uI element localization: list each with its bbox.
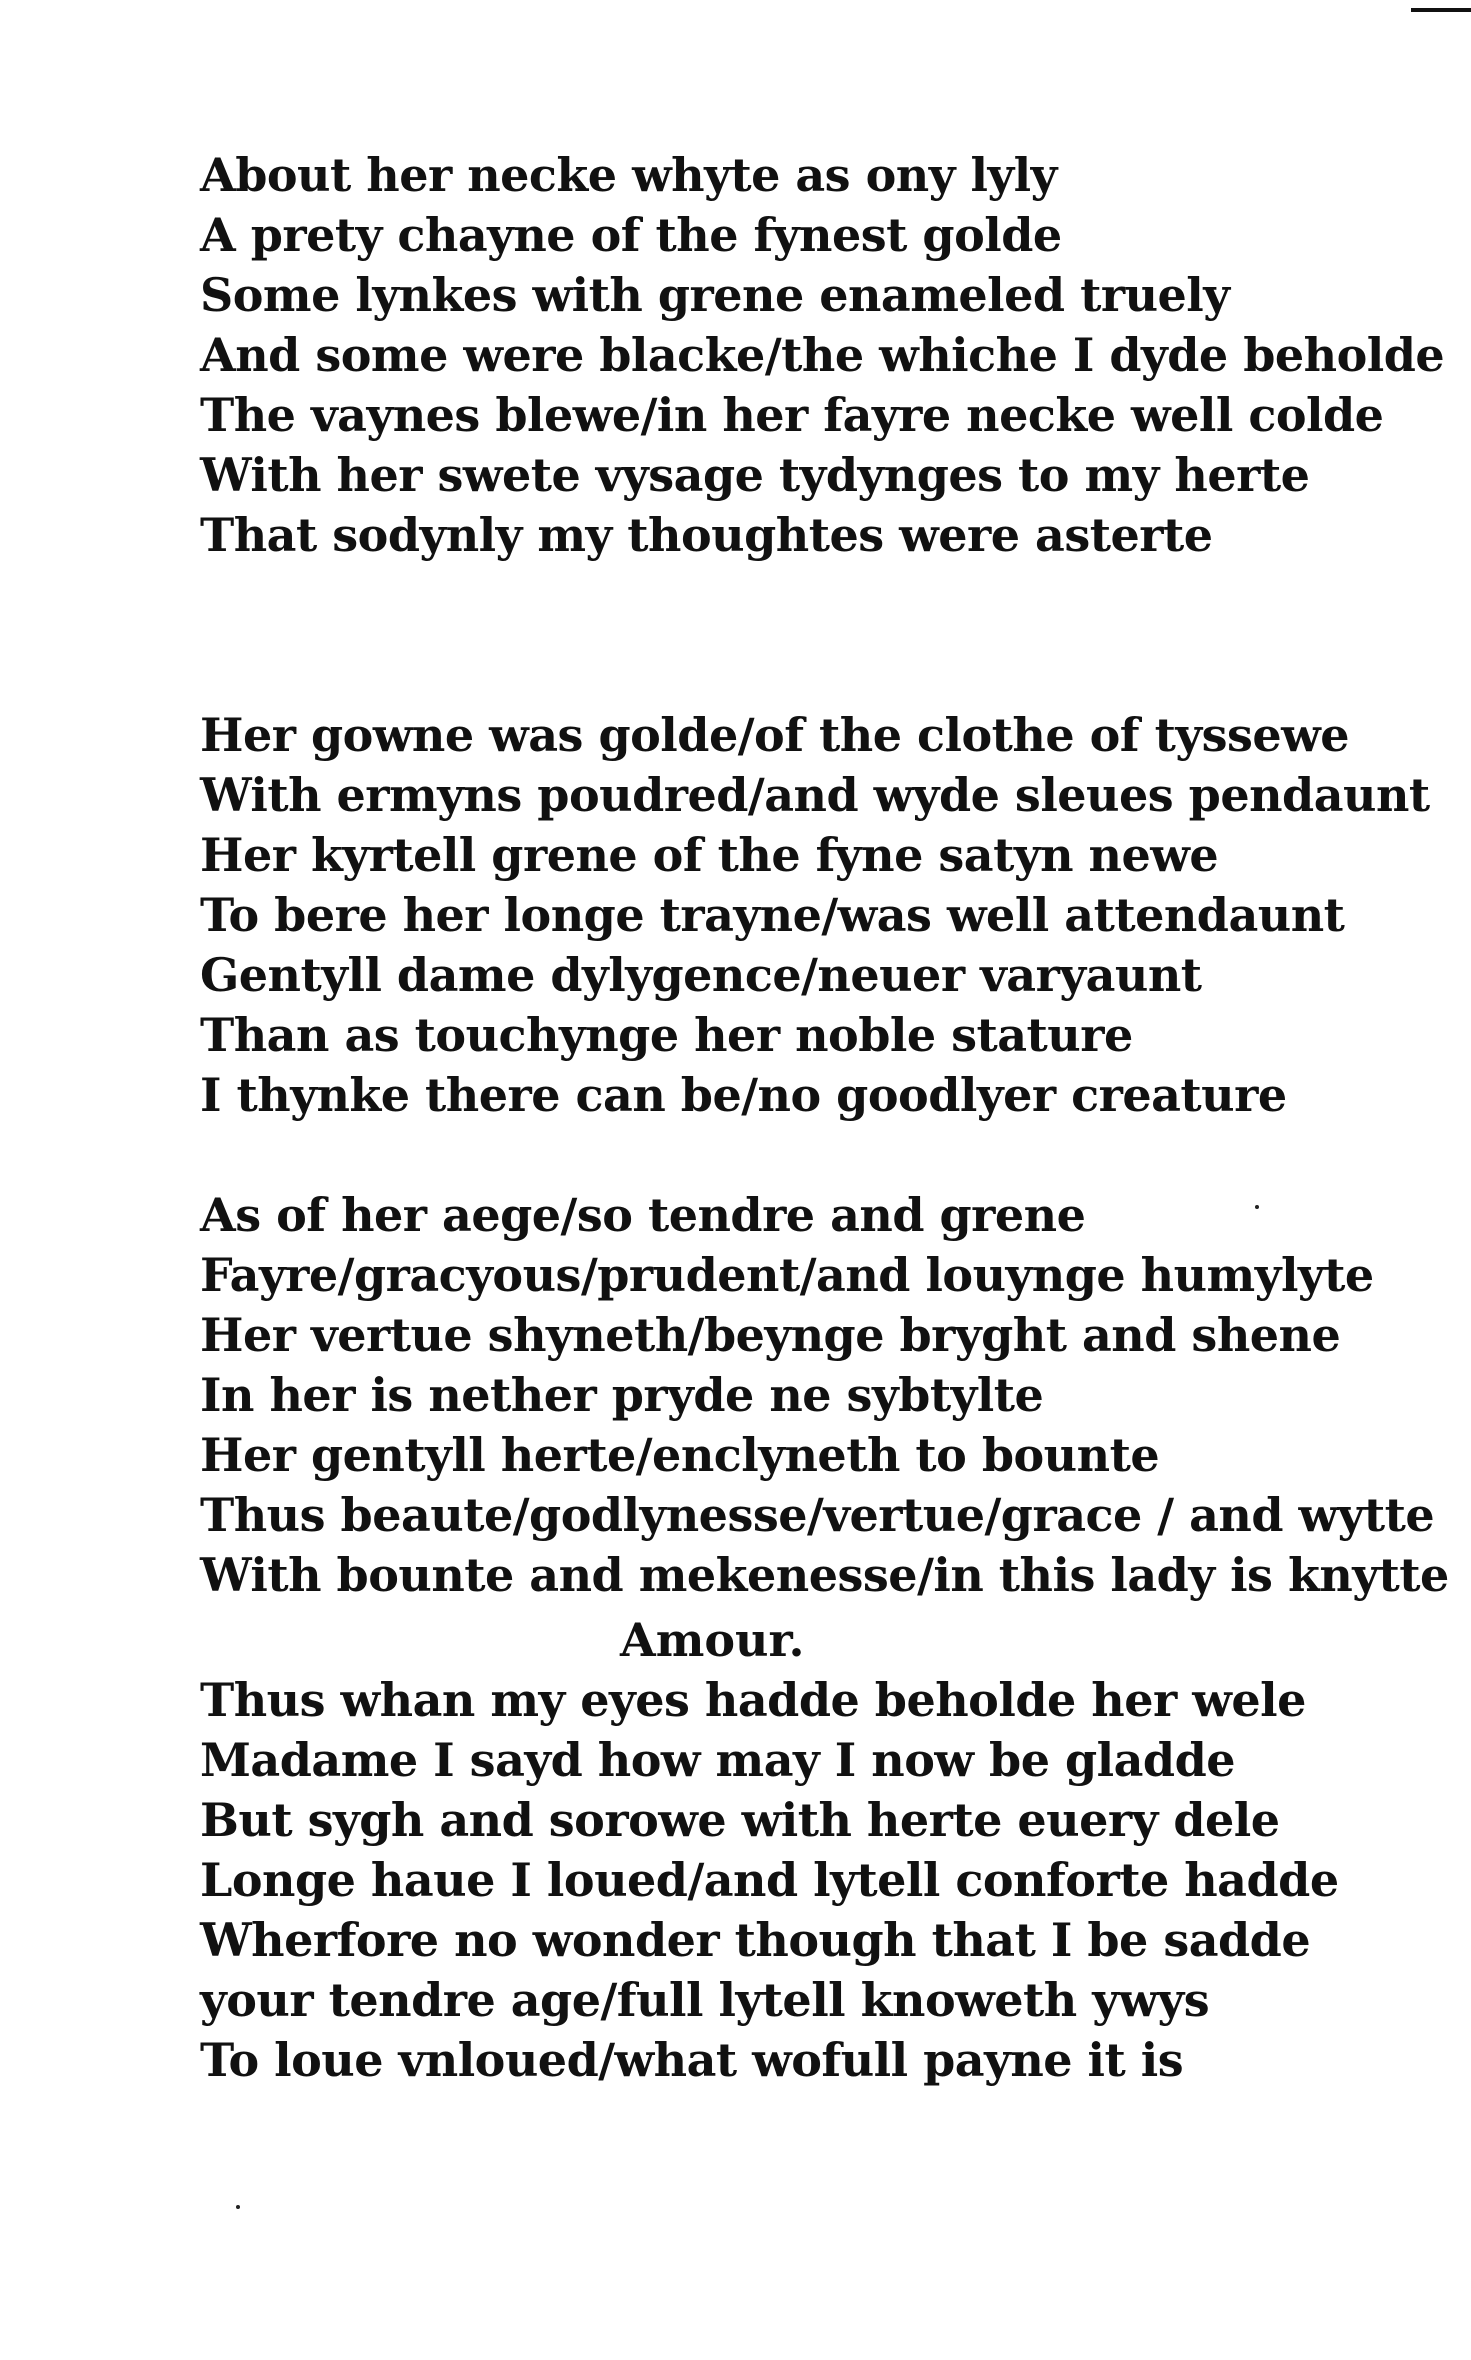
verse-line: To bere her longe trayne/was well attendaunt [200,888,1345,942]
verse-line: With ermyns poudred/and wyde sleues pendaunt [200,768,1430,822]
verse-line: Her gowne was golde/of the clothe of tyssewe [200,708,1350,762]
verse-line: Her kyrtell grene of the fyne satyn newe [200,828,1219,882]
verse-line: The vaynes blewe/in her fayre necke well colde [200,388,1384,442]
verse-line: A prety chayne of the fynest golde [200,208,1062,262]
speaker-heading: Amour. [620,1613,805,1667]
verse-line: With bounte and mekenesse/in this lady is knytte [200,1548,1449,1602]
stanza-2 [200,705,1430,1125]
verse-line: Madame I sayd how may I now be gladde [200,1733,1236,1787]
verse-line: Gentyll dame dylygence/neuer varyaunt [200,948,1202,1002]
speck-mark [236,2205,240,2209]
verse-line: To loue vnloued/what wofull payne it is [200,2033,1184,2087]
verse-line: Her gentyll herte/enclyneth to bounte [200,1428,1160,1482]
verse-line: Some lynkes with grene enameled truely [200,268,1230,322]
verse-line: About her necke whyte as ony lyly [200,148,1057,202]
verse-line: Thus beaute/godlynesse/vertue/grace / and wytte [200,1488,1435,1542]
verse-line: Than as touchynge her noble stature [200,1008,1133,1062]
verse-line: That sodynly my thoughtes were asterte [200,508,1213,562]
verse-line: With her swete vysage tydynges to my herte [200,448,1310,502]
stanza-3 [200,1185,1449,1605]
verse-line: I thynke there can be/no goodlyer creature [200,1068,1287,1122]
speck-mark [1255,1205,1259,1209]
verse-line: Longe haue I loued/and lytell conforte hadde [200,1853,1339,1907]
verse-line: But sygh and sorowe with herte euery dele [200,1793,1280,1847]
verse-line: your tendre age/full lytell knoweth ywys [200,1973,1210,2027]
verse-line: And some were blacke/the whiche I dyde beholde [200,328,1445,382]
stanza-4 [200,1670,1430,2090]
verse-line: Fayre/gracyous/prudent/and louynge humylyte [200,1248,1374,1302]
verse-line: Thus whan my eyes hadde beholde her wele [200,1673,1306,1727]
verse-line: Her vertue shyneth/beynge bryght and shene [200,1308,1341,1362]
verse-line: Wherfore no wonder though that I be sadde [200,1913,1311,1967]
stanza-1 [200,145,1445,565]
edge-mark [1411,8,1471,12]
verse-line: In her is nether pryde ne sybtylte [200,1368,1044,1422]
verse-line: As of her aege/so tendre and grene [200,1188,1086,1242]
